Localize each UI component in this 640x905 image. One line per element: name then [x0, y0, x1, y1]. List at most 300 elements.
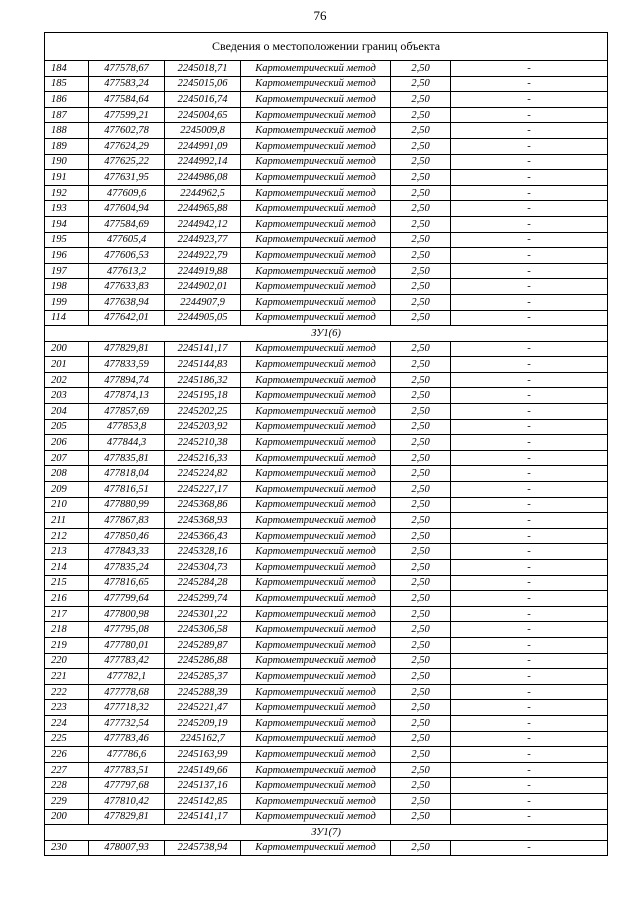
table-row: [45, 544, 608, 560]
x-coordinate: 477816,65: [89, 575, 165, 591]
table-row: [45, 419, 608, 435]
accuracy: 2,50: [391, 170, 451, 186]
y-coordinate: 2244965,88: [165, 201, 241, 217]
point-number: 190: [45, 154, 89, 170]
method: Картометрический метод: [241, 684, 391, 700]
y-coordinate: 2245285,37: [165, 669, 241, 685]
x-coordinate: 477874,13: [89, 388, 165, 404]
accuracy: 2,50: [391, 248, 451, 264]
point-number: 230: [45, 840, 89, 856]
table-row: [45, 466, 608, 482]
point-number: 214: [45, 560, 89, 576]
point-number: 187: [45, 107, 89, 123]
accuracy: 2,50: [391, 294, 451, 310]
y-coordinate: 2244923,77: [165, 232, 241, 248]
point-number: 220: [45, 653, 89, 669]
point-number: 192: [45, 185, 89, 201]
accuracy: 2,50: [391, 107, 451, 123]
x-coordinate: 477835,24: [89, 560, 165, 576]
table-row: [45, 637, 608, 653]
x-coordinate: 477786,6: [89, 747, 165, 763]
point-number: 228: [45, 778, 89, 794]
x-coordinate: 477783,46: [89, 731, 165, 747]
y-coordinate: 2245195,18: [165, 388, 241, 404]
accuracy: 2,50: [391, 310, 451, 326]
point-number: 229: [45, 793, 89, 809]
section-label: ЗУ1(6): [45, 326, 608, 342]
point-number: 211: [45, 513, 89, 529]
accuracy: 2,50: [391, 419, 451, 435]
accuracy: 2,50: [391, 497, 451, 513]
y-coordinate: 2245304,73: [165, 560, 241, 576]
method: Картометрический метод: [241, 497, 391, 513]
point-number: 227: [45, 762, 89, 778]
method: Картометрический метод: [241, 653, 391, 669]
y-coordinate: 2245004,65: [165, 107, 241, 123]
point-number: 215: [45, 575, 89, 591]
method: Картометрический метод: [241, 294, 391, 310]
table-row: [45, 404, 608, 420]
point-number: 201: [45, 357, 89, 373]
table-body: [45, 33, 608, 856]
description: -: [451, 715, 608, 731]
y-coordinate: 2245142,85: [165, 793, 241, 809]
y-coordinate: 2245016,74: [165, 92, 241, 108]
x-coordinate: 477880,99: [89, 497, 165, 513]
point-number: 194: [45, 216, 89, 232]
x-coordinate: 477816,51: [89, 482, 165, 498]
description: -: [451, 372, 608, 388]
point-number: 114: [45, 310, 89, 326]
accuracy: 2,50: [391, 575, 451, 591]
accuracy: 2,50: [391, 76, 451, 92]
y-coordinate: 2245224,82: [165, 466, 241, 482]
accuracy: 2,50: [391, 435, 451, 451]
y-coordinate: 2244962,5: [165, 185, 241, 201]
method: Картометрический метод: [241, 544, 391, 560]
description: -: [451, 793, 608, 809]
table-row: [45, 248, 608, 264]
y-coordinate: 2245141,17: [165, 341, 241, 357]
accuracy: 2,50: [391, 232, 451, 248]
x-coordinate: 477606,53: [89, 248, 165, 264]
accuracy: 2,50: [391, 809, 451, 825]
description: -: [451, 560, 608, 576]
point-number: 185: [45, 76, 89, 92]
section-label: ЗУ1(7): [45, 825, 608, 841]
point-number: 189: [45, 138, 89, 154]
point-number: 195: [45, 232, 89, 248]
accuracy: 2,50: [391, 201, 451, 217]
table-row: [45, 310, 608, 326]
table-row: [45, 170, 608, 186]
x-coordinate: 477638,94: [89, 294, 165, 310]
y-coordinate: 2245738,94: [165, 840, 241, 856]
description: -: [451, 684, 608, 700]
method: Картометрический метод: [241, 279, 391, 295]
y-coordinate: 2245149,66: [165, 762, 241, 778]
accuracy: 2,50: [391, 92, 451, 108]
point-number: 213: [45, 544, 89, 560]
point-number: 210: [45, 497, 89, 513]
accuracy: 2,50: [391, 466, 451, 482]
section-header-row: [45, 326, 608, 342]
method: Картометрический метод: [241, 560, 391, 576]
x-coordinate: 477782,1: [89, 669, 165, 685]
point-number: 188: [45, 123, 89, 139]
table-row: [45, 669, 608, 685]
table-title-row: [45, 33, 608, 61]
accuracy: 2,50: [391, 123, 451, 139]
x-coordinate: 477853,8: [89, 419, 165, 435]
y-coordinate: 2245202,25: [165, 404, 241, 420]
table-row: [45, 622, 608, 638]
x-coordinate: 477578,67: [89, 61, 165, 77]
accuracy: 2,50: [391, 544, 451, 560]
x-coordinate: 477718,32: [89, 700, 165, 716]
method: Картометрический метод: [241, 435, 391, 451]
description: -: [451, 294, 608, 310]
accuracy: 2,50: [391, 622, 451, 638]
accuracy: 2,50: [391, 684, 451, 700]
accuracy: 2,50: [391, 138, 451, 154]
method: Картометрический метод: [241, 123, 391, 139]
y-coordinate: 2245284,28: [165, 575, 241, 591]
method: Картометрический метод: [241, 731, 391, 747]
method: Картометрический метод: [241, 201, 391, 217]
point-number: 200: [45, 341, 89, 357]
x-coordinate: 477850,46: [89, 528, 165, 544]
method: Картометрический метод: [241, 92, 391, 108]
table-row: [45, 482, 608, 498]
method: Картометрический метод: [241, 372, 391, 388]
y-coordinate: 2245306,58: [165, 622, 241, 638]
accuracy: 2,50: [391, 793, 451, 809]
x-coordinate: 477800,98: [89, 606, 165, 622]
table-row: [45, 809, 608, 825]
table-row: [45, 778, 608, 794]
method: Картометрический метод: [241, 669, 391, 685]
table-row: [45, 528, 608, 544]
accuracy: 2,50: [391, 372, 451, 388]
x-coordinate: 477894,74: [89, 372, 165, 388]
method: Картометрический метод: [241, 793, 391, 809]
y-coordinate: 2245221,47: [165, 700, 241, 716]
method: Картометрический метод: [241, 528, 391, 544]
point-number: 223: [45, 700, 89, 716]
y-coordinate: 2244905,05: [165, 310, 241, 326]
point-number: 197: [45, 263, 89, 279]
table-row: [45, 450, 608, 466]
method: Картометрический метод: [241, 762, 391, 778]
accuracy: 2,50: [391, 279, 451, 295]
point-number: 222: [45, 684, 89, 700]
y-coordinate: 2244986,08: [165, 170, 241, 186]
description: -: [451, 248, 608, 264]
description: -: [451, 232, 608, 248]
description: -: [451, 544, 608, 560]
x-coordinate: 477783,51: [89, 762, 165, 778]
method: Картометрический метод: [241, 700, 391, 716]
x-coordinate: 477780,01: [89, 637, 165, 653]
description: -: [451, 622, 608, 638]
description: -: [451, 404, 608, 420]
description: -: [451, 653, 608, 669]
method: Картометрический метод: [241, 591, 391, 607]
description: -: [451, 216, 608, 232]
x-coordinate: 477584,69: [89, 216, 165, 232]
y-coordinate: 2245301,22: [165, 606, 241, 622]
description: -: [451, 419, 608, 435]
description: -: [451, 575, 608, 591]
description: -: [451, 591, 608, 607]
table-row: [45, 263, 608, 279]
method: Картометрический метод: [241, 185, 391, 201]
accuracy: 2,50: [391, 341, 451, 357]
point-number: 186: [45, 92, 89, 108]
description: -: [451, 762, 608, 778]
accuracy: 2,50: [391, 560, 451, 576]
point-number: 212: [45, 528, 89, 544]
point-number: 207: [45, 450, 89, 466]
description: -: [451, 263, 608, 279]
point-number: 218: [45, 622, 89, 638]
table-row: [45, 138, 608, 154]
accuracy: 2,50: [391, 715, 451, 731]
x-coordinate: 477843,33: [89, 544, 165, 560]
x-coordinate: 477799,64: [89, 591, 165, 607]
table-row: [45, 388, 608, 404]
point-number: 219: [45, 637, 89, 653]
accuracy: 2,50: [391, 637, 451, 653]
y-coordinate: 2244991,09: [165, 138, 241, 154]
y-coordinate: 2245186,32: [165, 372, 241, 388]
accuracy: 2,50: [391, 482, 451, 498]
table-row: [45, 747, 608, 763]
table-row: [45, 560, 608, 576]
x-coordinate: 478007,93: [89, 840, 165, 856]
x-coordinate: 477609,6: [89, 185, 165, 201]
description: -: [451, 606, 608, 622]
point-number: 199: [45, 294, 89, 310]
description: -: [451, 279, 608, 295]
table-row: [45, 232, 608, 248]
section-header-row: [45, 825, 608, 841]
table-row: [45, 123, 608, 139]
method: Картометрический метод: [241, 715, 391, 731]
y-coordinate: 2245009,8: [165, 123, 241, 139]
point-number: 224: [45, 715, 89, 731]
description: -: [451, 138, 608, 154]
description: -: [451, 778, 608, 794]
point-number: 221: [45, 669, 89, 685]
x-coordinate: 477783,42: [89, 653, 165, 669]
description: -: [451, 435, 608, 451]
description: -: [451, 310, 608, 326]
description: -: [451, 61, 608, 77]
y-coordinate: 2244907,9: [165, 294, 241, 310]
table-row: [45, 92, 608, 108]
y-coordinate: 2245288,39: [165, 684, 241, 700]
y-coordinate: 2245203,92: [165, 419, 241, 435]
y-coordinate: 2245216,33: [165, 450, 241, 466]
x-coordinate: 477857,69: [89, 404, 165, 420]
table-row: [45, 294, 608, 310]
point-number: 226: [45, 747, 89, 763]
method: Картометрический метод: [241, 575, 391, 591]
y-coordinate: 2244922,79: [165, 248, 241, 264]
description: -: [451, 76, 608, 92]
accuracy: 2,50: [391, 357, 451, 373]
table-row: [45, 497, 608, 513]
accuracy: 2,50: [391, 778, 451, 794]
description: -: [451, 123, 608, 139]
accuracy: 2,50: [391, 606, 451, 622]
x-coordinate: 477829,81: [89, 341, 165, 357]
table-row: [45, 513, 608, 529]
y-coordinate: 2245018,71: [165, 61, 241, 77]
y-coordinate: 2245163,99: [165, 747, 241, 763]
description: -: [451, 809, 608, 825]
y-coordinate: 2245286,88: [165, 653, 241, 669]
accuracy: 2,50: [391, 747, 451, 763]
accuracy: 2,50: [391, 404, 451, 420]
y-coordinate: 2245162,7: [165, 731, 241, 747]
x-coordinate: 477795,08: [89, 622, 165, 638]
page-number: 76: [313, 8, 327, 23]
description: -: [451, 357, 608, 373]
table-row: [45, 606, 608, 622]
y-coordinate: 2244902,01: [165, 279, 241, 295]
table-title: Сведения о местоположении границ объекта: [45, 33, 608, 61]
x-coordinate: 477613,2: [89, 263, 165, 279]
accuracy: 2,50: [391, 700, 451, 716]
y-coordinate: 2245289,87: [165, 637, 241, 653]
accuracy: 2,50: [391, 450, 451, 466]
point-number: 203: [45, 388, 89, 404]
method: Картометрический метод: [241, 170, 391, 186]
y-coordinate: 2245141,17: [165, 809, 241, 825]
method: Картометрический метод: [241, 263, 391, 279]
x-coordinate: 477599,21: [89, 107, 165, 123]
table-row: [45, 653, 608, 669]
x-coordinate: 477732,54: [89, 715, 165, 731]
boundary-coordinates-table: [44, 32, 608, 856]
x-coordinate: 477835,81: [89, 450, 165, 466]
point-number: 209: [45, 482, 89, 498]
y-coordinate: 2244992,14: [165, 154, 241, 170]
x-coordinate: 477810,42: [89, 793, 165, 809]
description: -: [451, 388, 608, 404]
x-coordinate: 477797,68: [89, 778, 165, 794]
accuracy: 2,50: [391, 388, 451, 404]
y-coordinate: 2245137,16: [165, 778, 241, 794]
method: Картометрический метод: [241, 216, 391, 232]
x-coordinate: 477631,95: [89, 170, 165, 186]
table-row: [45, 341, 608, 357]
description: -: [451, 201, 608, 217]
description: -: [451, 840, 608, 856]
x-coordinate: 477833,59: [89, 357, 165, 373]
x-coordinate: 477625,22: [89, 154, 165, 170]
description: -: [451, 528, 608, 544]
description: -: [451, 154, 608, 170]
method: Картометрический метод: [241, 357, 391, 373]
method: Картометрический метод: [241, 154, 391, 170]
table-row: [45, 76, 608, 92]
accuracy: 2,50: [391, 185, 451, 201]
point-number: 217: [45, 606, 89, 622]
x-coordinate: 477605,4: [89, 232, 165, 248]
description: -: [451, 450, 608, 466]
table-row: [45, 700, 608, 716]
table-row: [45, 279, 608, 295]
point-number: 198: [45, 279, 89, 295]
method: Картометрический метод: [241, 747, 391, 763]
method: Картометрический метод: [241, 248, 391, 264]
accuracy: 2,50: [391, 731, 451, 747]
description: -: [451, 170, 608, 186]
accuracy: 2,50: [391, 528, 451, 544]
accuracy: 2,50: [391, 669, 451, 685]
y-coordinate: 2245366,43: [165, 528, 241, 544]
point-number: 225: [45, 731, 89, 747]
description: -: [451, 497, 608, 513]
table-row: [45, 185, 608, 201]
description: -: [451, 482, 608, 498]
y-coordinate: 2245144,83: [165, 357, 241, 373]
accuracy: 2,50: [391, 653, 451, 669]
point-number: 200: [45, 809, 89, 825]
description: -: [451, 731, 608, 747]
method: Картометрический метод: [241, 466, 391, 482]
method: Картометрический метод: [241, 232, 391, 248]
table-row: [45, 61, 608, 77]
table-row: [45, 715, 608, 731]
y-coordinate: 2245299,74: [165, 591, 241, 607]
point-number: 216: [45, 591, 89, 607]
method: Картометрический метод: [241, 107, 391, 123]
method: Картометрический метод: [241, 809, 391, 825]
x-coordinate: 477867,83: [89, 513, 165, 529]
y-coordinate: 2245209,19: [165, 715, 241, 731]
table-row: [45, 731, 608, 747]
y-coordinate: 2245015,06: [165, 76, 241, 92]
method: Картометрический метод: [241, 341, 391, 357]
description: -: [451, 92, 608, 108]
description: -: [451, 637, 608, 653]
table-row: [45, 793, 608, 809]
table-row: [45, 840, 608, 856]
method: Картометрический метод: [241, 419, 391, 435]
y-coordinate: 2244919,88: [165, 263, 241, 279]
x-coordinate: 477584,64: [89, 92, 165, 108]
accuracy: 2,50: [391, 591, 451, 607]
point-number: 205: [45, 419, 89, 435]
x-coordinate: 477778,68: [89, 684, 165, 700]
x-coordinate: 477844,3: [89, 435, 165, 451]
method: Картометрический метод: [241, 840, 391, 856]
table-row: [45, 216, 608, 232]
table-row: [45, 154, 608, 170]
description: -: [451, 669, 608, 685]
method: Картометрический метод: [241, 76, 391, 92]
y-coordinate: 2245328,16: [165, 544, 241, 560]
point-number: 206: [45, 435, 89, 451]
description: -: [451, 747, 608, 763]
point-number: 202: [45, 372, 89, 388]
point-number: 184: [45, 61, 89, 77]
